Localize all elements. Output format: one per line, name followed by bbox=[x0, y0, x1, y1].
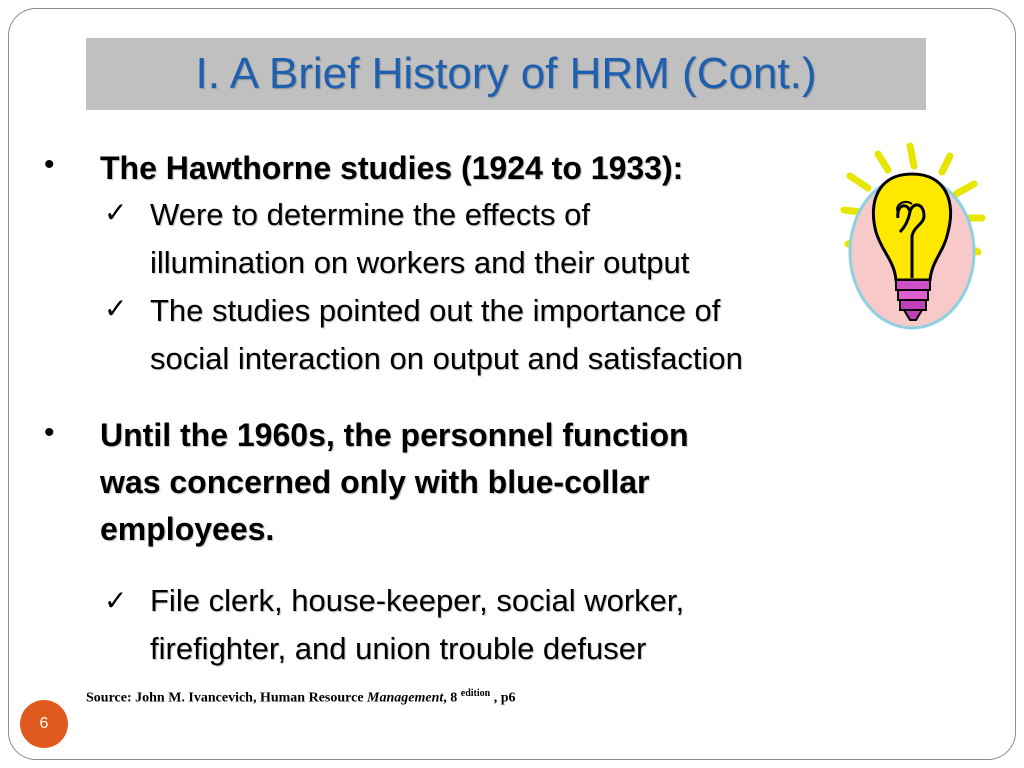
bullet-heading-line: employees. bbox=[100, 511, 275, 547]
source-suffix: , p6 bbox=[490, 690, 516, 706]
bullet-marker: • bbox=[44, 416, 55, 449]
checkmark-icon: ✓ bbox=[104, 585, 128, 616]
bullet-heading-line: Until the 1960s, the personnel function bbox=[100, 417, 689, 453]
subpoint-line: social interaction on output and satisfaction bbox=[150, 341, 743, 376]
slide-title: I. A Brief History of HRM (Cont.) bbox=[195, 49, 817, 98]
source-citation bbox=[86, 688, 516, 707]
subpoint-line: firefighter, and union trouble defuser bbox=[150, 631, 647, 666]
source-sup: edition bbox=[460, 688, 491, 699]
checkmark-icon: ✓ bbox=[104, 293, 128, 324]
page-number: 6 bbox=[39, 715, 49, 732]
subpoint-line: File clerk, house-keeper, social worker, bbox=[150, 583, 685, 618]
source-middle: , 8 bbox=[443, 690, 461, 706]
bullet-heading-line: was concerned only with blue-collar bbox=[100, 464, 650, 500]
title-bar bbox=[86, 38, 926, 110]
subpoint-line: The studies pointed out the importance of bbox=[150, 293, 721, 328]
source-prefix: Source: John M. Ivancevich, Human Resource bbox=[86, 690, 368, 706]
checkmark-icon: ✓ bbox=[104, 197, 128, 228]
bullet-heading: The Hawthorne studies (1924 to 1933): bbox=[100, 150, 684, 186]
bullet-marker: • bbox=[44, 148, 55, 181]
page-number-badge bbox=[20, 700, 68, 748]
source-italic: Management bbox=[367, 690, 444, 706]
subpoint-line: illumination on workers and their output bbox=[150, 245, 690, 280]
subpoint-line: Were to determine the effects of bbox=[150, 197, 590, 232]
lightbulb-icon bbox=[838, 140, 988, 340]
